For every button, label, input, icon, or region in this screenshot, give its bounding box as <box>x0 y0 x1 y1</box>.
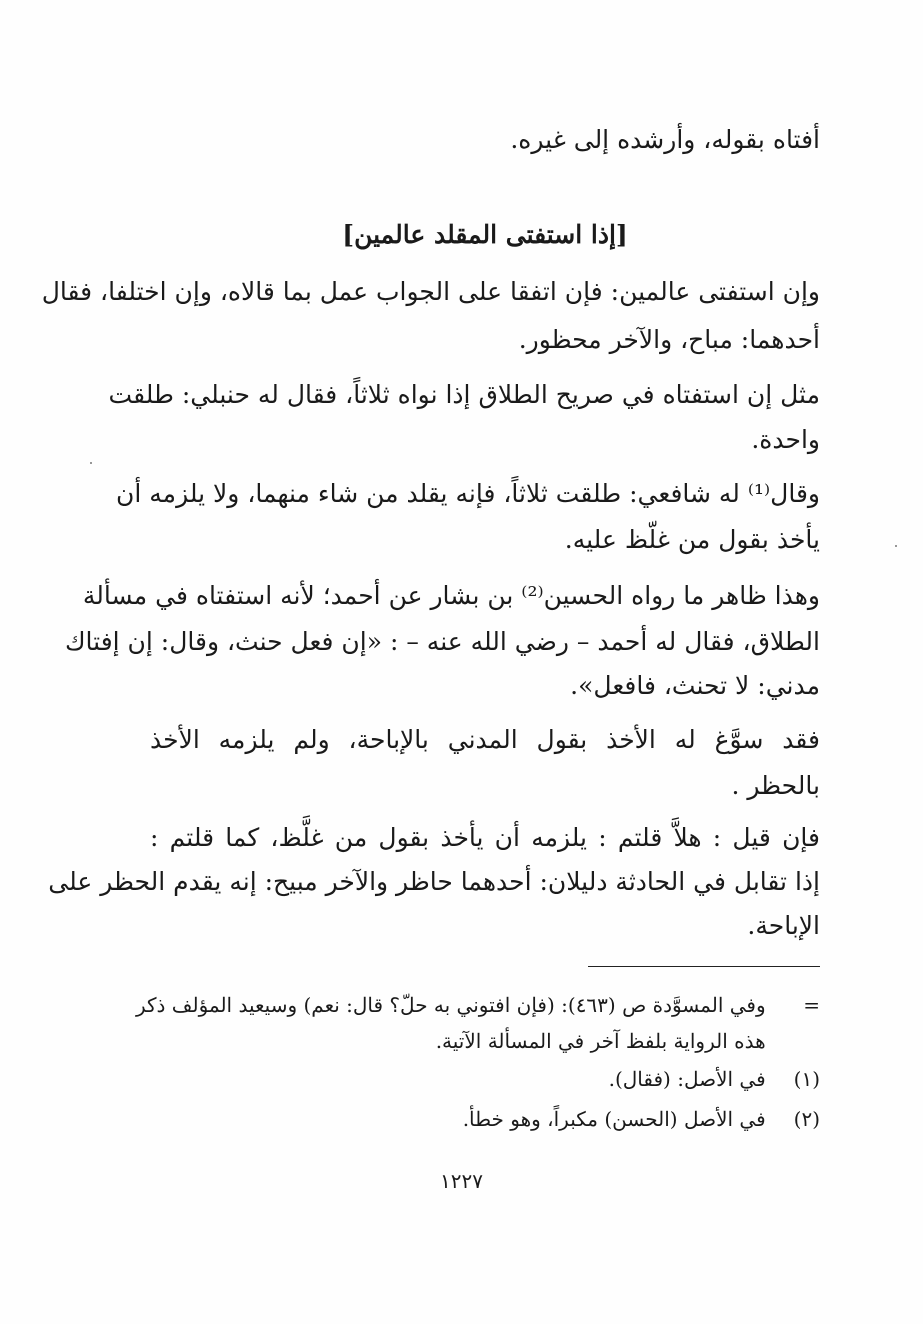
text-line: وإن استفتى عالمين: فإن اتفقا على الجواب عمل بما قالاه، وإن اختلفا، فقال <box>41 277 820 306</box>
footnote-continued <box>135 988 820 1022</box>
footnote-marker: (٢) <box>793 1107 820 1131</box>
footnote-marker: (١) <box>793 1067 820 1091</box>
text-line: الطلاق، فقال له أحمد – رضي الله عنه – : «إن فعل حنث، وقال: إن إفتاك <box>64 627 820 656</box>
text-line: الإباحة. <box>747 911 820 940</box>
section-heading: [إذا استفتى المقلد عالمين] <box>342 220 628 249</box>
text-line: فقد سوَّغ له الأخذ بقول المدني بالإباحة، ولم يلزمه الأخذ <box>150 725 820 754</box>
footnote-text: هذه الرواية بلفظ آخر في المسألة الآتية. <box>435 1029 766 1053</box>
page-number: ١٢٢٧ <box>440 1169 483 1193</box>
text-line: إذا تقابل في الحادثة دليلان: أحدهما حاظر والآخر مبيح: إنه يقدم الحظر على <box>48 867 820 896</box>
text-line: مثل إن استفتاه في صريح الطلاق إذا نواه ثلاثاً، فقال له حنبلي: طلقت <box>108 380 820 409</box>
footnote-text: في الأصل: (فقال). <box>608 1067 766 1091</box>
text-line: فإن قيل : هلاَّ قلتم : يلزمه أن يأخذ بقول من غلَّظ، كما قلتم : <box>150 823 820 852</box>
scan-speck <box>90 462 92 464</box>
footnote-text: في الأصل (الحسن) مكبراً، وهو خطأ. <box>462 1107 766 1131</box>
text-line: يأخذ بقول من غلّظ عليه. <box>564 525 820 554</box>
scan-speck <box>895 545 897 547</box>
footnote-marker: = <box>803 993 820 1017</box>
footnote-2 <box>150 1102 820 1136</box>
text-line: وهذا ظاهر ما رواه الحسين⁽²⁾ بن بشار عن أحمد؛ لأنه استفتاه في مسألة <box>82 581 820 610</box>
text-line: أفتاه بقوله، وأرشده إلى غيره. <box>510 125 820 154</box>
text-line: وقال⁽¹⁾ له شافعي: طلقت ثلاثاً، فإنه يقلد من شاء منهما، ولا يلزمه أن <box>116 479 820 508</box>
text-line: واحدة. <box>751 425 820 454</box>
text-line: بالحظر . <box>731 771 820 800</box>
footnote-continued-line-2 <box>150 1024 820 1058</box>
text-line: أحدهما: مباح، والآخر محظور. <box>518 325 820 354</box>
footnote-separator <box>588 966 820 967</box>
footnote-text: وفي المسوَّدة ص (٤٦٣): (فإن افتوني به حلّ؟ قال: نعم) وسيعيد المؤلف ذكر <box>135 993 766 1017</box>
footnote-1 <box>150 1062 820 1096</box>
text-line: مدني: لا تحنث، فافعل». <box>570 671 820 700</box>
